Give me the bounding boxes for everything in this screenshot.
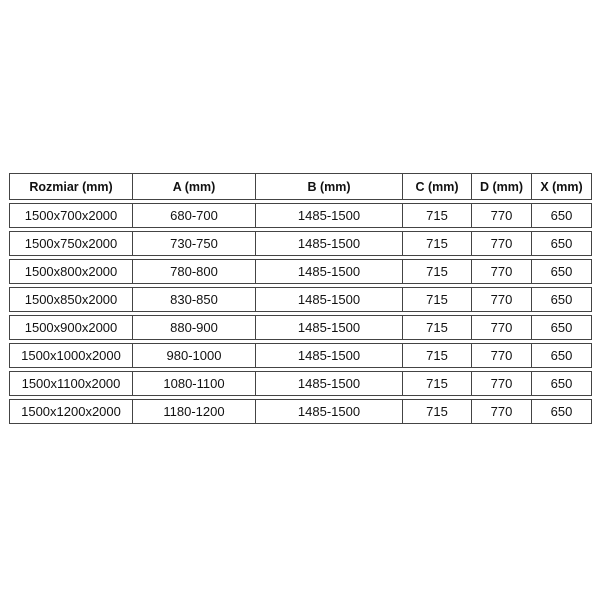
- table-row: [9, 259, 592, 284]
- cell-x: 650: [531, 231, 592, 256]
- cell-a: 830-850: [132, 287, 255, 312]
- header-rozmiar: Rozmiar (mm): [9, 173, 132, 200]
- cell-rozmiar: 1500x700x2000: [9, 203, 132, 228]
- cell-b: 1485-1500: [255, 203, 402, 228]
- table-row: [9, 399, 592, 424]
- cell-rozmiar: 1500x1000x2000: [9, 343, 132, 368]
- cell-rozmiar: 1500x750x2000: [9, 231, 132, 256]
- cell-a: 730-750: [132, 231, 255, 256]
- cell-a: 680-700: [132, 203, 255, 228]
- table-row: [9, 287, 592, 312]
- cell-b: 1485-1500: [255, 231, 402, 256]
- cell-rozmiar: 1500x850x2000: [9, 287, 132, 312]
- cell-rozmiar: 1500x900x2000: [9, 315, 132, 340]
- cell-c: 715: [402, 203, 471, 228]
- cell-x: 650: [531, 259, 592, 284]
- cell-x: 650: [531, 399, 592, 424]
- cell-b: 1485-1500: [255, 371, 402, 396]
- table-header: [9, 173, 592, 200]
- cell-c: 715: [402, 399, 471, 424]
- cell-d: 770: [471, 399, 531, 424]
- header-b: B (mm): [255, 173, 402, 200]
- table-row: [9, 315, 592, 340]
- cell-x: 650: [531, 287, 592, 312]
- cell-x: 650: [531, 371, 592, 396]
- cell-b: 1485-1500: [255, 315, 402, 340]
- table-row: [9, 231, 592, 256]
- dimensions-table: [9, 170, 592, 427]
- cell-d: 770: [471, 231, 531, 256]
- cell-c: 715: [402, 259, 471, 284]
- cell-d: 770: [471, 259, 531, 284]
- cell-a: 980-1000: [132, 343, 255, 368]
- cell-b: 1485-1500: [255, 343, 402, 368]
- cell-b: 1485-1500: [255, 399, 402, 424]
- cell-a: 880-900: [132, 315, 255, 340]
- cell-d: 770: [471, 315, 531, 340]
- cell-d: 770: [471, 203, 531, 228]
- cell-b: 1485-1500: [255, 287, 402, 312]
- cell-x: 650: [531, 343, 592, 368]
- cell-c: 715: [402, 287, 471, 312]
- cell-a: 1180-1200: [132, 399, 255, 424]
- table-row: [9, 371, 592, 396]
- table-row: [9, 203, 592, 228]
- header-x: X (mm): [531, 173, 592, 200]
- cell-c: 715: [402, 231, 471, 256]
- header-a: A (mm): [132, 173, 255, 200]
- cell-rozmiar: 1500x1200x2000: [9, 399, 132, 424]
- table-row: [9, 343, 592, 368]
- cell-d: 770: [471, 371, 531, 396]
- cell-d: 770: [471, 343, 531, 368]
- cell-b: 1485-1500: [255, 259, 402, 284]
- cell-c: 715: [402, 315, 471, 340]
- cell-rozmiar: 1500x800x2000: [9, 259, 132, 284]
- cell-x: 650: [531, 203, 592, 228]
- cell-d: 770: [471, 287, 531, 312]
- cell-x: 650: [531, 315, 592, 340]
- cell-a: 780-800: [132, 259, 255, 284]
- header-c: C (mm): [402, 173, 471, 200]
- header-row: [9, 173, 592, 200]
- table-body: [9, 203, 592, 424]
- cell-rozmiar: 1500x1100x2000: [9, 371, 132, 396]
- header-d: D (mm): [471, 173, 531, 200]
- cell-c: 715: [402, 371, 471, 396]
- cell-c: 715: [402, 343, 471, 368]
- cell-a: 1080-1100: [132, 371, 255, 396]
